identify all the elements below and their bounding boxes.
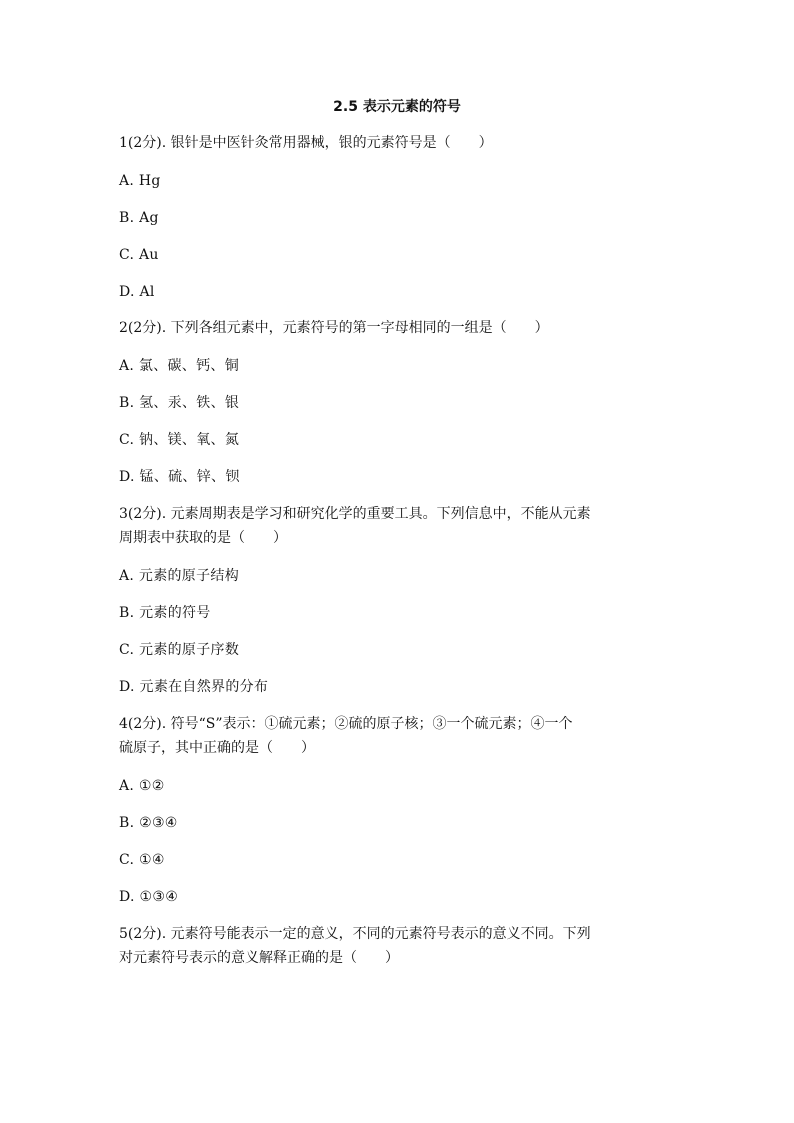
question-4-option-c: C. ①④ <box>119 852 165 868</box>
question-3-stem-line-1: 3(2分). 元素周期表是学习和研究化学的重要工具。下列信息中，不能从元素 <box>119 506 591 522</box>
question-4-option-a: A. ①② <box>119 778 165 794</box>
question-1-option-c: C. Au <box>119 247 159 263</box>
document-title: 2.5 表示元素的符号 <box>333 99 461 115</box>
question-1-stem: 1(2分). 银针是中医针灸常用器械，银的元素符号是（ ） <box>119 135 493 151</box>
question-3-option-c: C. 元素的原子序数 <box>119 642 240 658</box>
question-2-option-c: C. 钠、镁、氧、氮 <box>119 432 240 448</box>
question-4-option-d: D. ①③④ <box>119 889 179 905</box>
question-5-stem-line-1: 5(2分). 元素符号能表示一定的意义，不同的元素符号表示的意义不同。下列 <box>119 926 591 942</box>
question-2-option-b: B. 氢、汞、铁、银 <box>119 395 240 411</box>
question-5-stem-line-2: 对元素符号表示的意义解释正确的是（ ） <box>119 950 399 966</box>
question-3-option-a: A. 元素的原子结构 <box>119 568 240 584</box>
question-4-stem-line-1: 4(2分). 符号“S”表示：①硫元素；②硫的原子核；③一个硫元素；④一个 <box>119 716 573 732</box>
question-1-option-d: D. Al <box>119 284 155 300</box>
question-2-option-a: A. 氯、碳、钙、铜 <box>119 358 240 374</box>
question-4-option-b: B. ②③④ <box>119 815 178 831</box>
question-3-option-d: D. 元素在自然界的分布 <box>119 679 269 695</box>
question-2-stem: 2(2分). 下列各组元素中，元素符号的第一字母相同的一组是（ ） <box>119 320 549 336</box>
question-3-option-b: B. 元素的符号 <box>119 605 211 621</box>
question-1-option-b: B. Ag <box>119 210 159 226</box>
question-2-option-d: D. 锰、硫、锌、钡 <box>119 469 240 485</box>
question-1-option-a: A. Hg <box>119 173 161 189</box>
question-4-stem-line-2: 硫原子，其中正确的是（ ） <box>119 740 315 756</box>
question-3-stem-line-2: 周期表中获取的是（ ） <box>119 530 287 546</box>
